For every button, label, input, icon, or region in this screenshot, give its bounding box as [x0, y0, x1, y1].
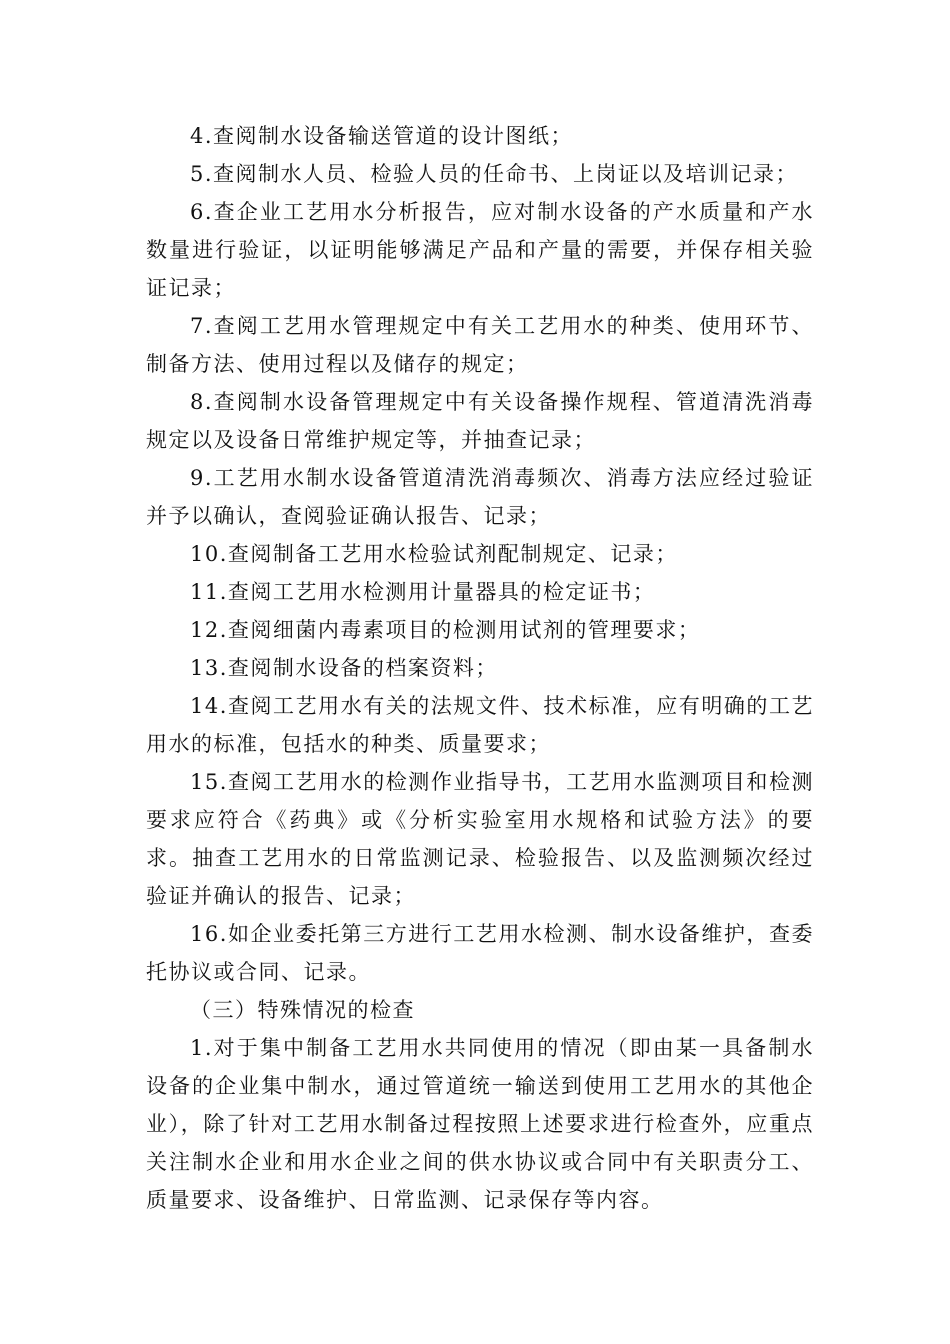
list-item: 5.查阅制水人员、检验人员的任命书、上岗证以及培训记录；: [190, 162, 799, 186]
list-item: 8.查阅制水设备管理规定中有关设备操作规程、管道清洗消毒规定以及设备日常维护规定等，并抽查记录；: [146, 390, 814, 452]
list-item: 14.查阅工艺用水有关的法规文件、技术标准，应有明确的工艺用水的标准，包括水的种类、质量要求；: [146, 694, 814, 756]
list-item: 10.查阅制备工艺用水检验试剂配制规定、记录；: [190, 542, 678, 566]
list-item: 16.如企业委托第三方进行工艺用水检测、制水设备维护，查委托协议或合同、记录。: [146, 922, 814, 984]
list-item: 6.查企业工艺用水分析报告，应对制水设备的产水质量和产水数量进行验证，以证明能够满足产品和产量的需要，并保存相关验证记录；: [146, 200, 814, 300]
list-item: 15.查阅工艺用水的检测作业指导书，工艺用水监测项目和检测要求应符合《药典》或《分析实验室用水规格和试验方法》的要求。抽查工艺用水的日常监测记录、检验报告、以及监测频次经过验证并确认的报告、记录；: [146, 770, 814, 908]
section-heading: （三）特殊情况的检查: [190, 998, 415, 1022]
document-body: [146, 117, 814, 1219]
list-item: 11.查阅工艺用水检测用计量器具的检定证书；: [190, 580, 656, 604]
list-item: 9.工艺用水制水设备管道清洗消毒频次、消毒方法应经过验证并予以确认，查阅验证确认报告、记录；: [146, 466, 814, 528]
list-item: 4.查阅制水设备输送管道的设计图纸；: [190, 124, 574, 148]
list-item: 7.查阅工艺用水管理规定中有关工艺用水的种类、使用环节、制备方法、使用过程以及储存的规定；: [146, 314, 814, 376]
list-item: 1.对于集中制备工艺用水共同使用的情况（即由某一具备制水设备的企业集中制水，通过管道统一输送到使用工艺用水的其他企业），除了针对工艺用水制备过程按照上述要求进行检查外，应重点关注制水企业和用水企业之间的供水协议或合同中有关职责分工、质量要求、设备维护、日常监测、记录保存等内容。: [146, 1036, 814, 1212]
list-item: 13.查阅制水设备的档案资料；: [190, 656, 498, 680]
list-item: 12.查阅细菌内毒素项目的检测用试剂的管理要求；: [190, 618, 701, 642]
